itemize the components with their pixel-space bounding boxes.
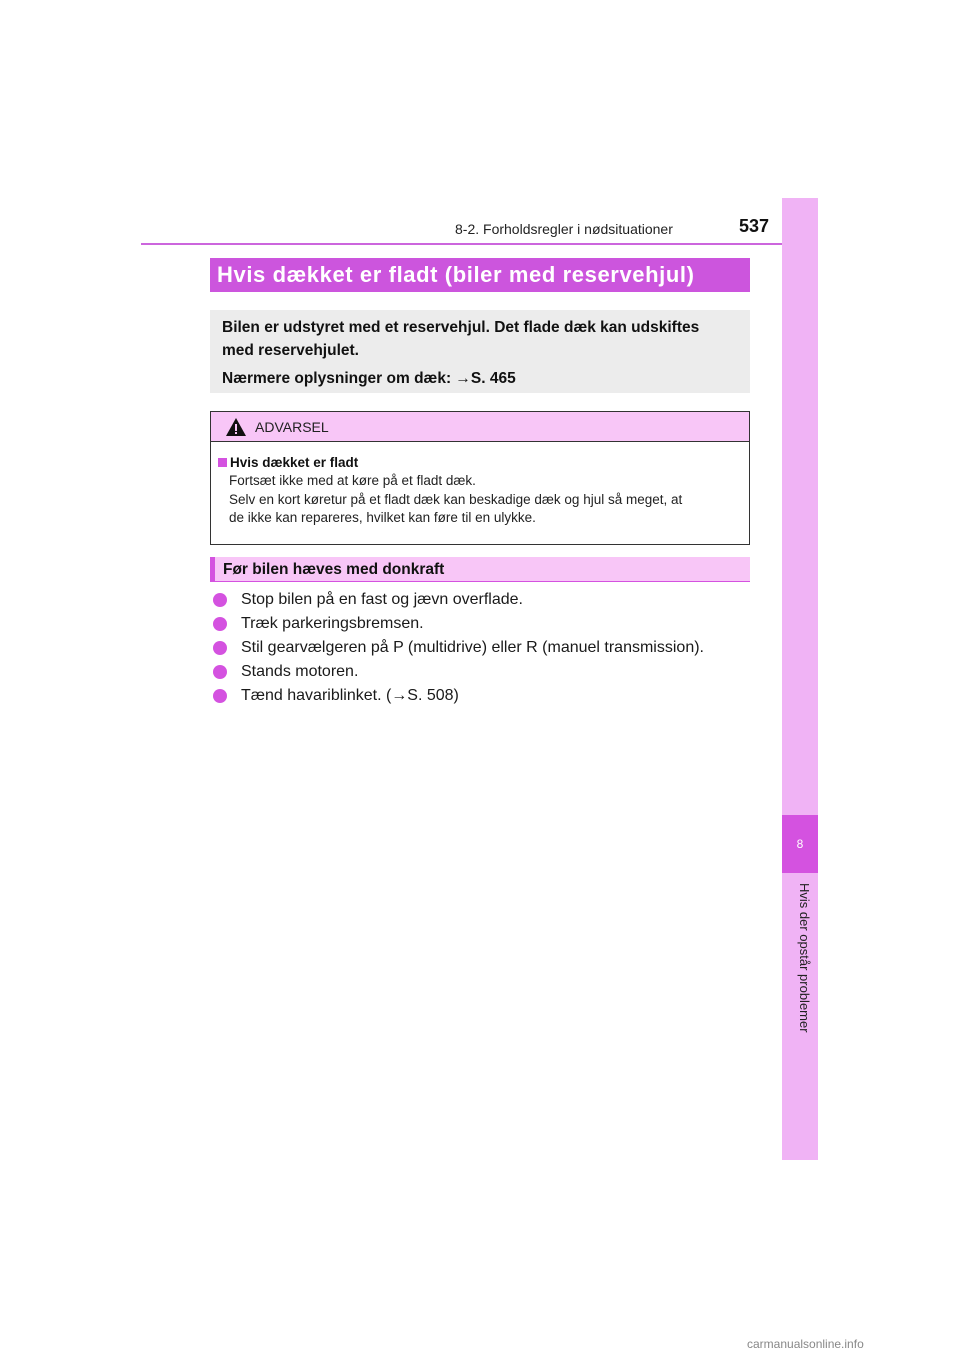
intro-line: med reservehjulet. <box>222 342 359 359</box>
bullet-dot-icon <box>213 641 227 655</box>
bullet-dot-icon <box>213 617 227 631</box>
warning-text-line: Fortsæt ikke med at køre på et fladt dæk. <box>229 473 476 488</box>
chapter-number-badge: 8 <box>782 815 818 873</box>
intro-box <box>210 310 750 393</box>
warning-body <box>211 442 749 528</box>
list-item-text: Tænd havariblinket. (→S. 508) <box>241 687 459 704</box>
list-item <box>213 660 753 684</box>
list-item <box>213 636 753 660</box>
intro-reference: Nærmere oplysninger om dæk: →S. 465 <box>222 370 516 387</box>
chapter-label: Hvis der opstår problemer <box>797 883 812 1033</box>
list-item-text: Stands motoren. <box>241 663 359 680</box>
warning-subheading-text: Hvis dækket er fladt <box>230 455 359 470</box>
watermark: carmanualsonline.info <box>747 1337 864 1351</box>
list-item <box>213 612 753 636</box>
page-number: 537 <box>739 216 770 236</box>
list-item-text: Stop bilen på en fast og jævn overflade. <box>241 591 523 608</box>
warning-subheading <box>218 453 742 472</box>
warning-box <box>210 411 750 545</box>
section-title: Hvis dækket er fladt (biler med reservehjul) <box>210 258 750 292</box>
list-item-text: Træk parkeringsbremsen. <box>241 615 424 632</box>
warning-label: ADVARSEL <box>255 418 329 435</box>
list-item <box>213 684 753 708</box>
list-item-text: Stil gearvælgeren på P (multidrive) eller R (manuel transmission). <box>241 639 704 656</box>
steps-list <box>213 588 753 708</box>
square-bullet-icon <box>218 458 227 467</box>
header-section-title: 8-2. Forholdsregler i nødsituationer <box>455 221 673 237</box>
intro-line: Bilen er udstyret med et reservehjul. Det flade dæk kan udskiftes <box>222 319 700 336</box>
warning-header <box>211 412 749 442</box>
header-divider <box>141 243 818 245</box>
bullet-dot-icon <box>213 689 227 703</box>
bullet-dot-icon <box>213 665 227 679</box>
list-item <box>213 588 753 612</box>
subsection-title: Før bilen hæves med donkraft <box>210 557 750 582</box>
warning-text-line: de ikke kan repareres, hvilket kan føre til en ulykke. <box>229 510 536 525</box>
warning-triangle-icon <box>225 417 247 437</box>
bullet-dot-icon <box>213 593 227 607</box>
warning-text-line: Selv en kort køretur på et fladt dæk kan beskadige dæk og hjul så meget, at <box>229 491 683 507</box>
